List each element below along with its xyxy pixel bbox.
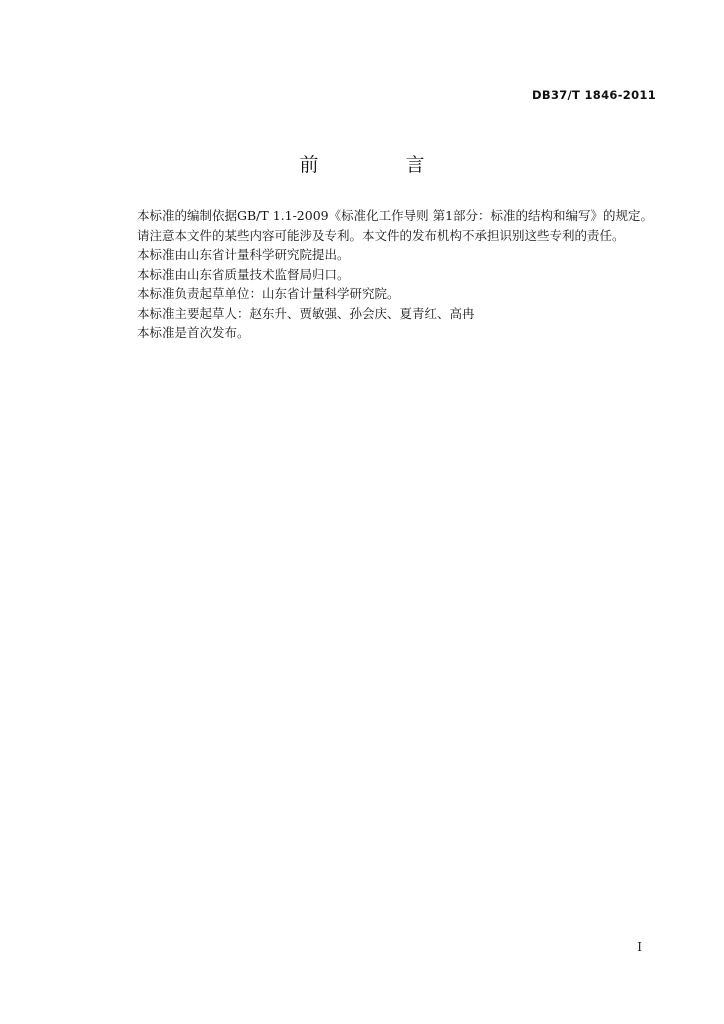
paragraph-drafters: 本标准主要起草人：赵东升、贾敏强、孙会庆、夏青红、高冉: [137, 305, 475, 321]
paragraph-proposed-by: 本标准由山东省计量科学研究院提出。: [137, 247, 350, 262]
paragraph-first-release: 本标准是首次发布。: [137, 325, 250, 340]
paragraph-drafting-unit: 本标准负责起草单位：山东省计量科学研究院。: [137, 286, 400, 301]
foreword-body: [137, 206, 667, 343]
paragraph-patent-notice: 请注意本文件的某些内容可能涉及专利。本文件的发布机构不承担识别这些专利的责任。: [137, 227, 625, 243]
paragraph-drafting-basis: 本标准的编制依据GB/T 1.1-2009《标准化工作导则 第1部分：标准的结构和编写》的规定。: [137, 208, 654, 223]
paragraph-centralized-by: 本标准由山东省质量技术监督局归口。: [137, 266, 350, 282]
page-number: I: [637, 940, 642, 954]
standard-code: DB37/T 1846-2011: [532, 88, 656, 102]
page-title: 前 言: [299, 154, 459, 176]
